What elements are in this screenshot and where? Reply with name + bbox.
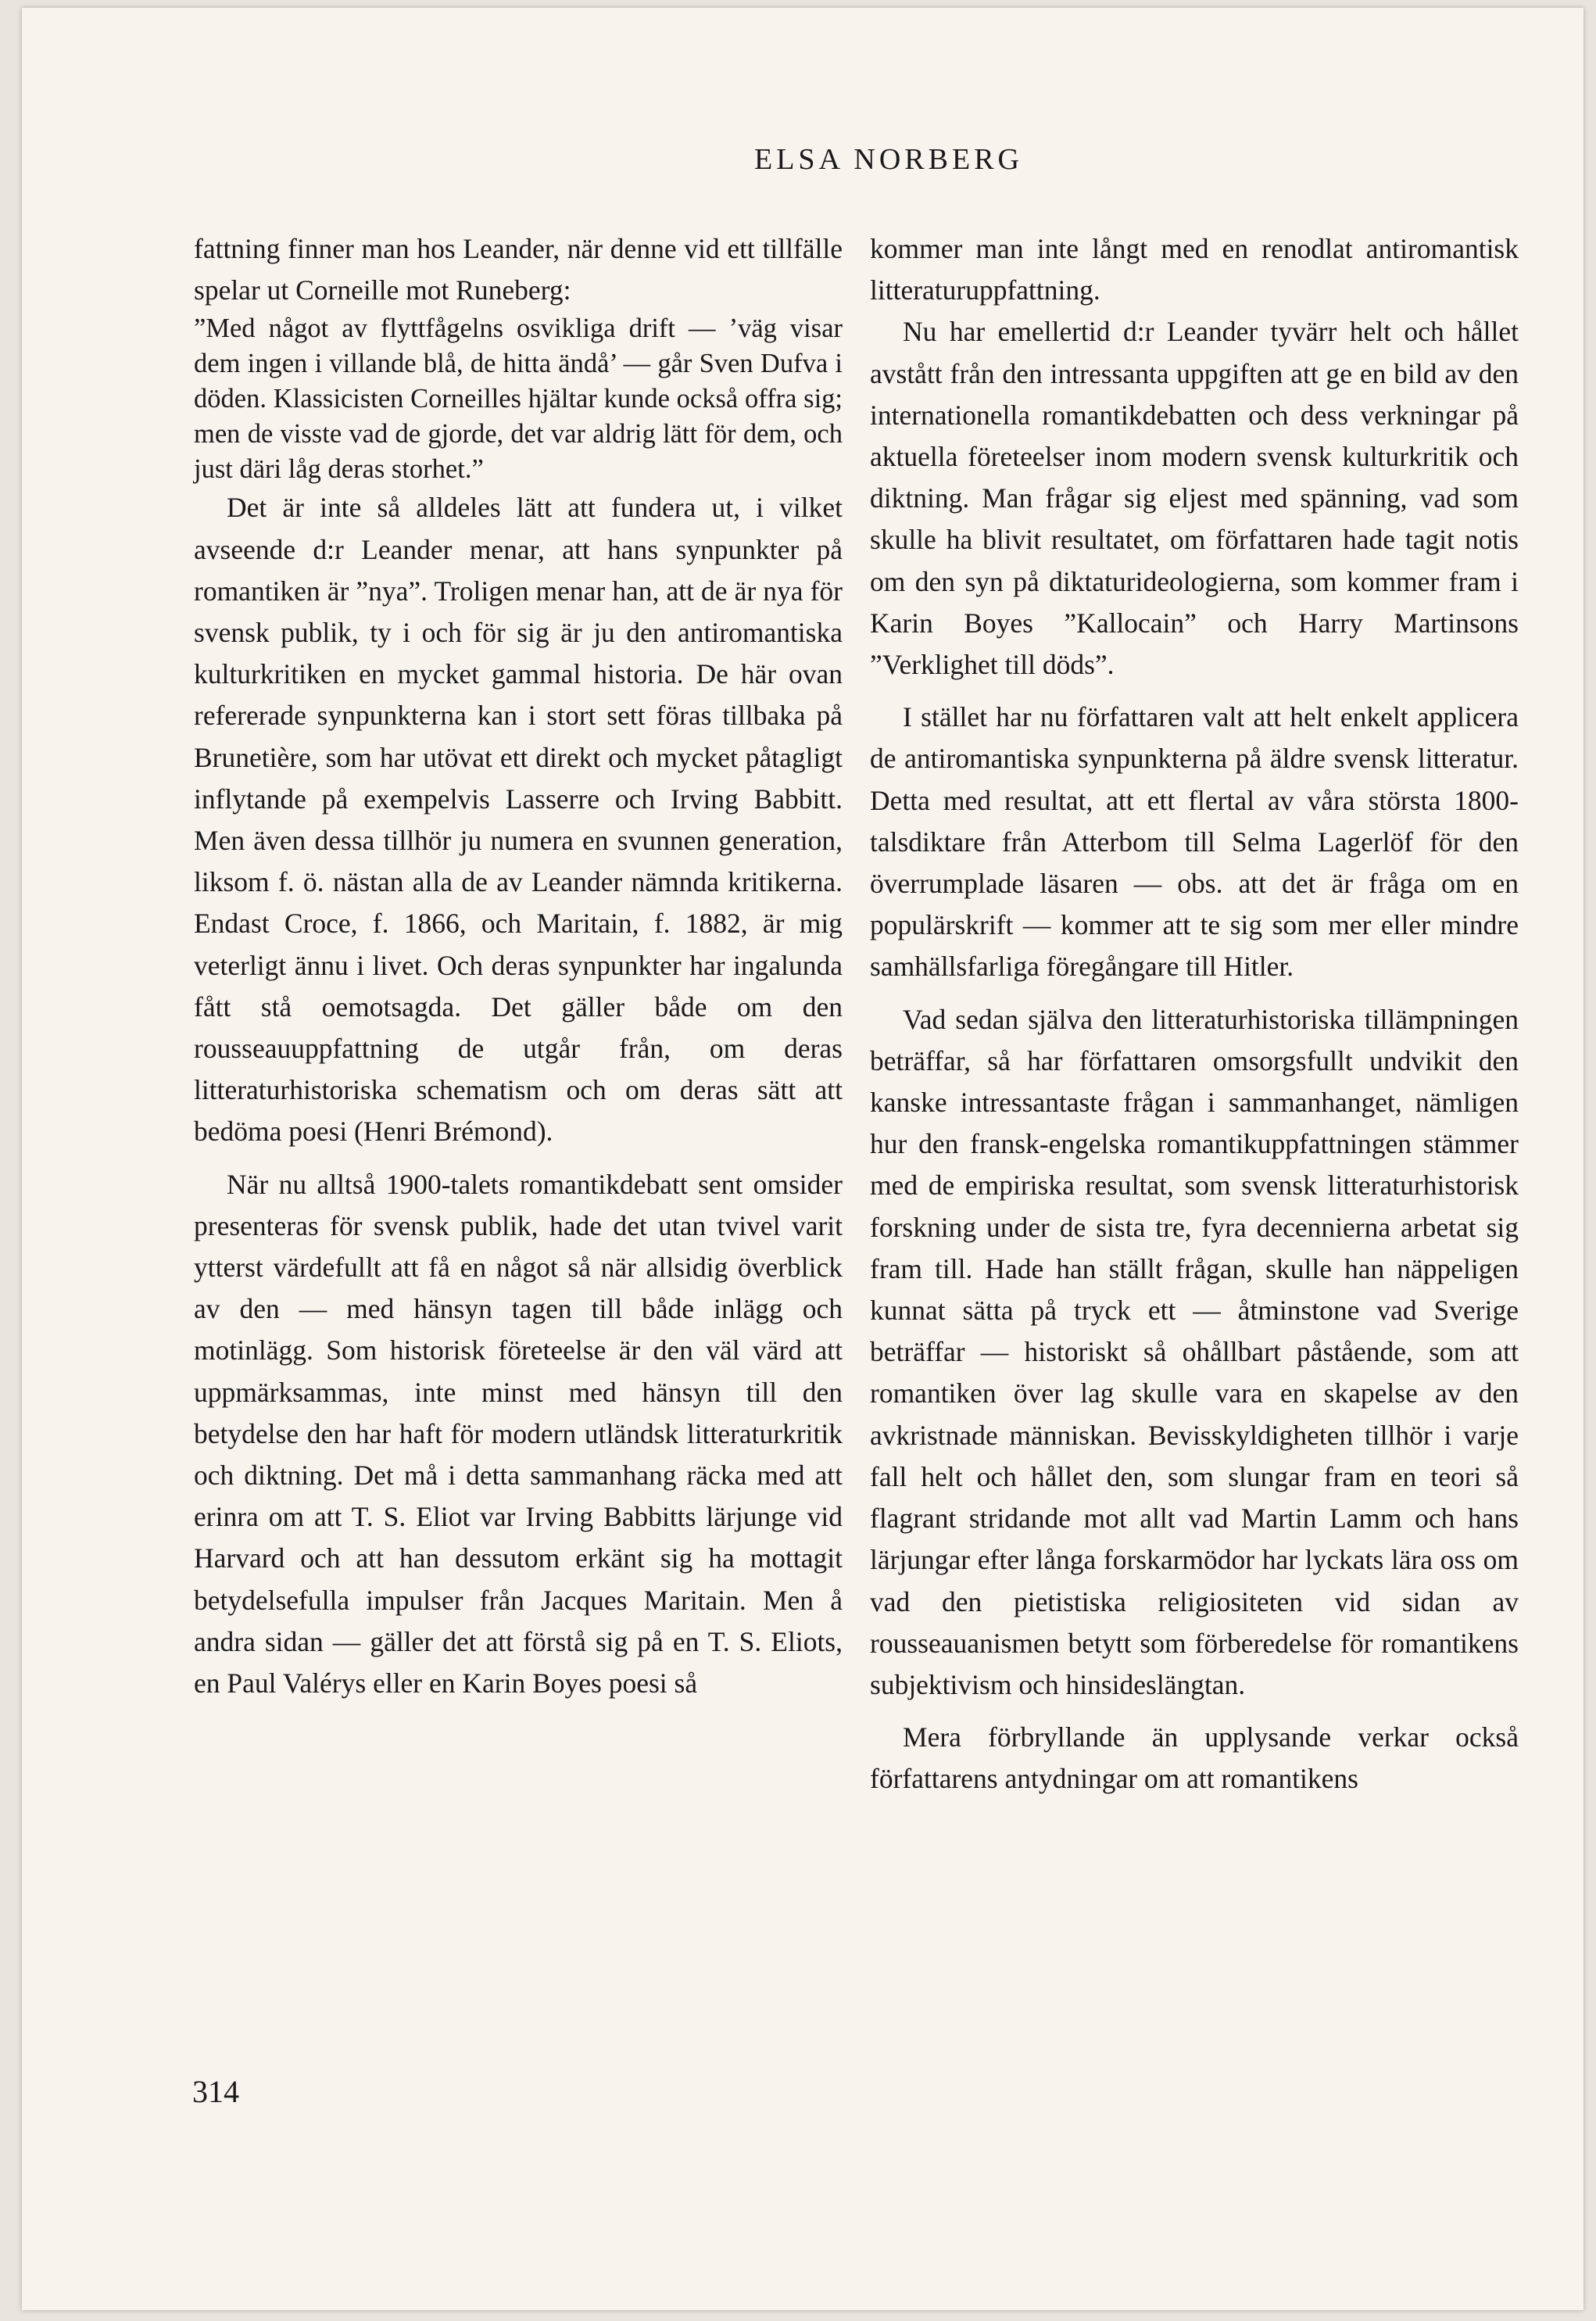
right-column	[870, 228, 1519, 1800]
page-number: 314	[192, 2074, 239, 2109]
book-page	[22, 8, 1583, 2310]
left-column	[194, 228, 843, 1704]
right-paragraph-3: I stället har nu författaren valt att helt enkelt applicera de antiromantiska synpunkterna på äldre svensk litteratur. Detta med resultat, att ett flertal av våra största 1800-talsdiktare från Atterbom till Selma Lagerlöf för den överrumplade läsaren — obs. att det är fråga om en populärskrift — kommer att te sig som mer eller mindre samhällsfarliga föregångare till Hitler.	[870, 701, 1519, 983]
block-quote: ”Med något av flyttfågelns osvikliga drift — ’väg visar dem ingen i villande blå, de hitta ändå’ — går Sven Dufva i döden. Klassicisten Corneilles hjältar kunde också offra sig; men de visste vad de gjorde, det var aldrig lätt för dem, och just däri låg deras storhet.”	[194, 313, 843, 485]
right-paragraph-5: Mera förbryllande än upplysande verkar också författarens antydningar om att romantikens	[870, 1721, 1519, 1795]
left-paragraph-3: När nu alltså 1900-talets romantikdebatt sent omsider presenteras för svensk publik, hade det utan tvivel varit ytterst värdefullt att få en något så när allsidig överblick av den — med hänsyn tagen till både inlägg och motinlägg. Som historisk företeelse är den väl värd att uppmärksammas, inte minst med hänsyn till den betydelse den har haft för modern utländsk litteraturkritik och diktning. Det må i detta sammanhang räcka med att erinra om att T. S. Eliot var Irving Babbitts lärjunge vid Harvard och att han dessutom erkänt sig ha mottagit betydelsefulla impulser från Jacques Maritain. Men å andra sidan — gäller det att förstå sig på en T. S. Eliots, en Paul Valérys eller en Karin Boyes poesi så	[194, 1168, 843, 1700]
right-paragraph-2: Nu har emellertid d:r Leander tyvärr helt och hållet avstått från den intressanta uppgiften att ge en bild av den internationella romantikdebatten och dess verkningar på aktuella företeelser inom modern svensk kulturkritik och diktning. Man frågar sig eljest med spänning, vad som skulle ha blivit resultatet, om författaren hade tagit notis om den syn på diktaturideologierna, som kommer fram i Karin Boyes ”Kallocain” och Harry Martinsons ”Verklighet till döds”.	[870, 316, 1519, 681]
right-paragraph-4: Vad sedan själva den litteraturhistoriska tillämpningen beträffar, så har författaren omsorgsfullt undvikit den kanske intressantaste frågan i sammanhanget, nämligen hur den fransk-engelska romantikuppfattningen stämmer med de empiriska resultat, som svensk litteraturhistorisk forskning under de sista tre, fyra decennierna arbetat sig fram till. Hade han ställt frågan, skulle han näppeligen kunnat sätta på tryck ett — åtminstone vad Sverige beträffar — historiskt så ohållbart påstående, som att romantiken över lag skulle vara en skapelse av den avkristnade människan. Bevisskyldigheten tillhör i varje fall helt och hållet den, som slungar fram en teori så flagrant stridande mot allt vad Martin Lamm och hans lärjungar efter långa forskarmödor har lyckats lära oss om vad den pietistiska religiositeten vid sidan av rousseauanismen betytt som förberedelse för romantikens subjektivism och hinsideslängtan.	[870, 1003, 1519, 1700]
running-header: ELSA NORBERG	[754, 143, 1023, 176]
right-paragraph-1: kommer man inte långt med en renodlat antiromantisk litteraturuppfattning.	[870, 233, 1519, 306]
left-paragraph-2: Det är inte så alldeles lätt att fundera ut, i vilket avseende d:r Leander menar, att hans synpunkter på romantiken är ”nya”. Troligen menar han, att de är nya för svensk publik, ty i och för sig är ju den antiromantiska kulturkritiken en mycket gammal historia. De här ovan refererade synpunkterna kan i stort sett föras tillbaka på Brunetière, som har utövat ett direkt och mycket påtagligt inflytande på exempelvis Lasserre och Irving Babbitt. Men även dessa tillhör ju numera en svunnen generation, liksom f. ö. nästan alla de av Leander nämnda kritikerna. Endast Croce, f. 1866, och Maritain, f. 1882, är mig veterligt ännu i livet. Och deras synpunkter har ingalunda fått stå oemotsagda. Det gäller både om den rousseauuppfattning de utgår från, om deras litteraturhistoriska schematism och om deras sätt att bedöma poesi (Henri Brémond).	[194, 492, 843, 1148]
left-paragraph-1: fattning finner man hos Leander, när denne vid ett tillfälle spelar ut Corneille mot Runeberg:	[194, 233, 843, 306]
